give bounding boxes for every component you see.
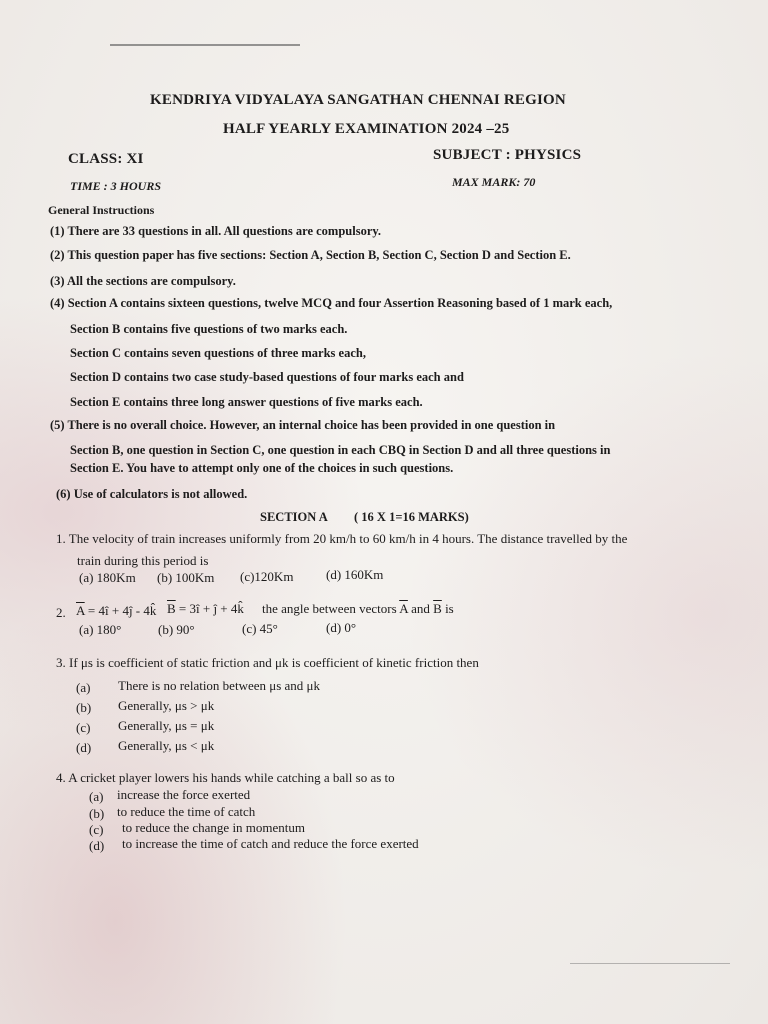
q4-option-c-text: to reduce the change in momentum: [122, 820, 306, 835]
q1-text: 1. The velocity of train increases uniformly from 20 km/h to 60 km/h in 4 hours. The distance travelled by the: [56, 531, 628, 546]
q3-option-a-label: (a): [76, 680, 91, 695]
instruction-item: (5) There is no overall choice. However, an internal choice has been provided in one question in: [50, 418, 556, 432]
q1-option-b: (b) 100Km: [157, 570, 215, 585]
q4-option-c-label: (c): [89, 822, 104, 837]
instruction-item: (4) Section A contains sixteen questions, twelve MCQ and four Assertion Reasoning based of 1 mark each,: [50, 296, 613, 310]
class-label: CLASS: XI: [68, 151, 144, 167]
q1-option-c: (c)120Km: [240, 569, 294, 584]
bottom-rule: [570, 963, 730, 964]
vec-b-ref: $\overline{B}$: [433, 601, 442, 616]
instruction-item: Section E. You have to attempt only one of the choices in such questions.: [70, 461, 454, 475]
q2-vector-b: [167, 601, 244, 617]
time-label: TIME : 3 HOURS: [70, 179, 162, 193]
subject-label: SUBJECT : PHYSICS: [433, 147, 582, 163]
section-a-title: SECTION A: [260, 510, 328, 524]
q4-option-b-label: (b): [89, 806, 105, 821]
q4-option-d-text: to increase the time of catch and reduce the force exerted: [122, 836, 419, 851]
org-title: KENDRIYA VIDYALAYA SANGATHAN CHENNAI REGION: [150, 92, 566, 108]
q1-option-d: (d) 160Km: [326, 567, 384, 582]
section-a-marks: ( 16 X 1=16 MARKS): [354, 510, 469, 524]
instruction-item: Section B contains five questions of two marks each.: [70, 322, 348, 336]
q4-option-b-text: to reduce the time of catch: [117, 804, 256, 819]
q3-stem: 3. If μs is coefficient of static friction and μk is coefficient of kinetic friction then: [56, 655, 479, 670]
q3-option-b-label: (b): [76, 700, 92, 715]
q2-option-d: (d) 0°: [326, 620, 357, 635]
q3-option-d-label: (d): [76, 740, 92, 755]
q2-and: and: [411, 601, 430, 616]
q3-option-c-text: Generally, μs = μk: [118, 718, 215, 733]
instruction-item: Section B, one question in Section C, one question in each CBQ in Section D and all three questions in: [70, 443, 611, 457]
instruction-item: Section D contains two case study-based questions of four marks each and: [70, 370, 464, 384]
max-mark-label: MAX MARK: 70: [452, 175, 536, 189]
q2-option-c: (c) 45°: [242, 621, 278, 636]
q4-option-a-text: increase the force exerted: [117, 787, 251, 802]
q2-stem: the angle between vectors: [262, 601, 397, 616]
q3-option-c-label: (c): [76, 720, 91, 735]
vec-b-symbol: $\overline{B}$: [167, 601, 176, 616]
q4-option-d-label: (d): [89, 838, 105, 853]
q3-option-a-text: There is no relation between μs and μk: [118, 678, 321, 693]
q2-is: is: [445, 601, 454, 616]
vec-a-symbol: $\overline{A}$: [76, 603, 85, 618]
q3-option-b-text: Generally, μs > μk: [118, 698, 215, 713]
q1-option-a: (a) 180Km: [79, 570, 136, 585]
q3-option-d-text: Generally, μs < μk: [118, 738, 215, 753]
instructions-title: General Instructions: [48, 203, 155, 217]
q2-option-b: (b) 90°: [158, 622, 195, 637]
instruction-item: (1) There are 33 questions in all. All questions are compulsory.: [50, 224, 382, 238]
vec-a-expression: = 4î + 4ĵ - 4k̂: [87, 603, 157, 618]
q4-stem: 4. A cricket player lowers his hands while catching a ball so as to: [56, 770, 395, 785]
q2-text: [262, 601, 454, 617]
q1-text-cont: train during this period is: [77, 553, 209, 568]
q4-option-a-label: (a): [89, 789, 104, 804]
q2-vector-a: [76, 603, 156, 619]
q2-option-a: (a) 180°: [79, 622, 122, 637]
vec-a-ref: $\overline{A}$: [399, 601, 408, 616]
instruction-item: Section C contains seven questions of three marks each,: [70, 346, 366, 360]
instruction-item: Section E contains three long answer questions of five marks each.: [70, 395, 423, 409]
exam-title: HALF YEARLY EXAMINATION 2024 –25: [223, 121, 510, 137]
top-rule: [110, 44, 300, 46]
instruction-item: (3) All the sections are compulsory.: [50, 274, 236, 288]
instruction-item: (2) This question paper has five sections: Section A, Section B, Section C, Section D and Section E.: [50, 248, 571, 262]
q2-number: 2.: [56, 605, 66, 620]
instruction-item: (6) Use of calculators is not allowed.: [56, 487, 248, 501]
vec-b-expression: = 3î + ĵ + 4k̂: [178, 601, 244, 616]
